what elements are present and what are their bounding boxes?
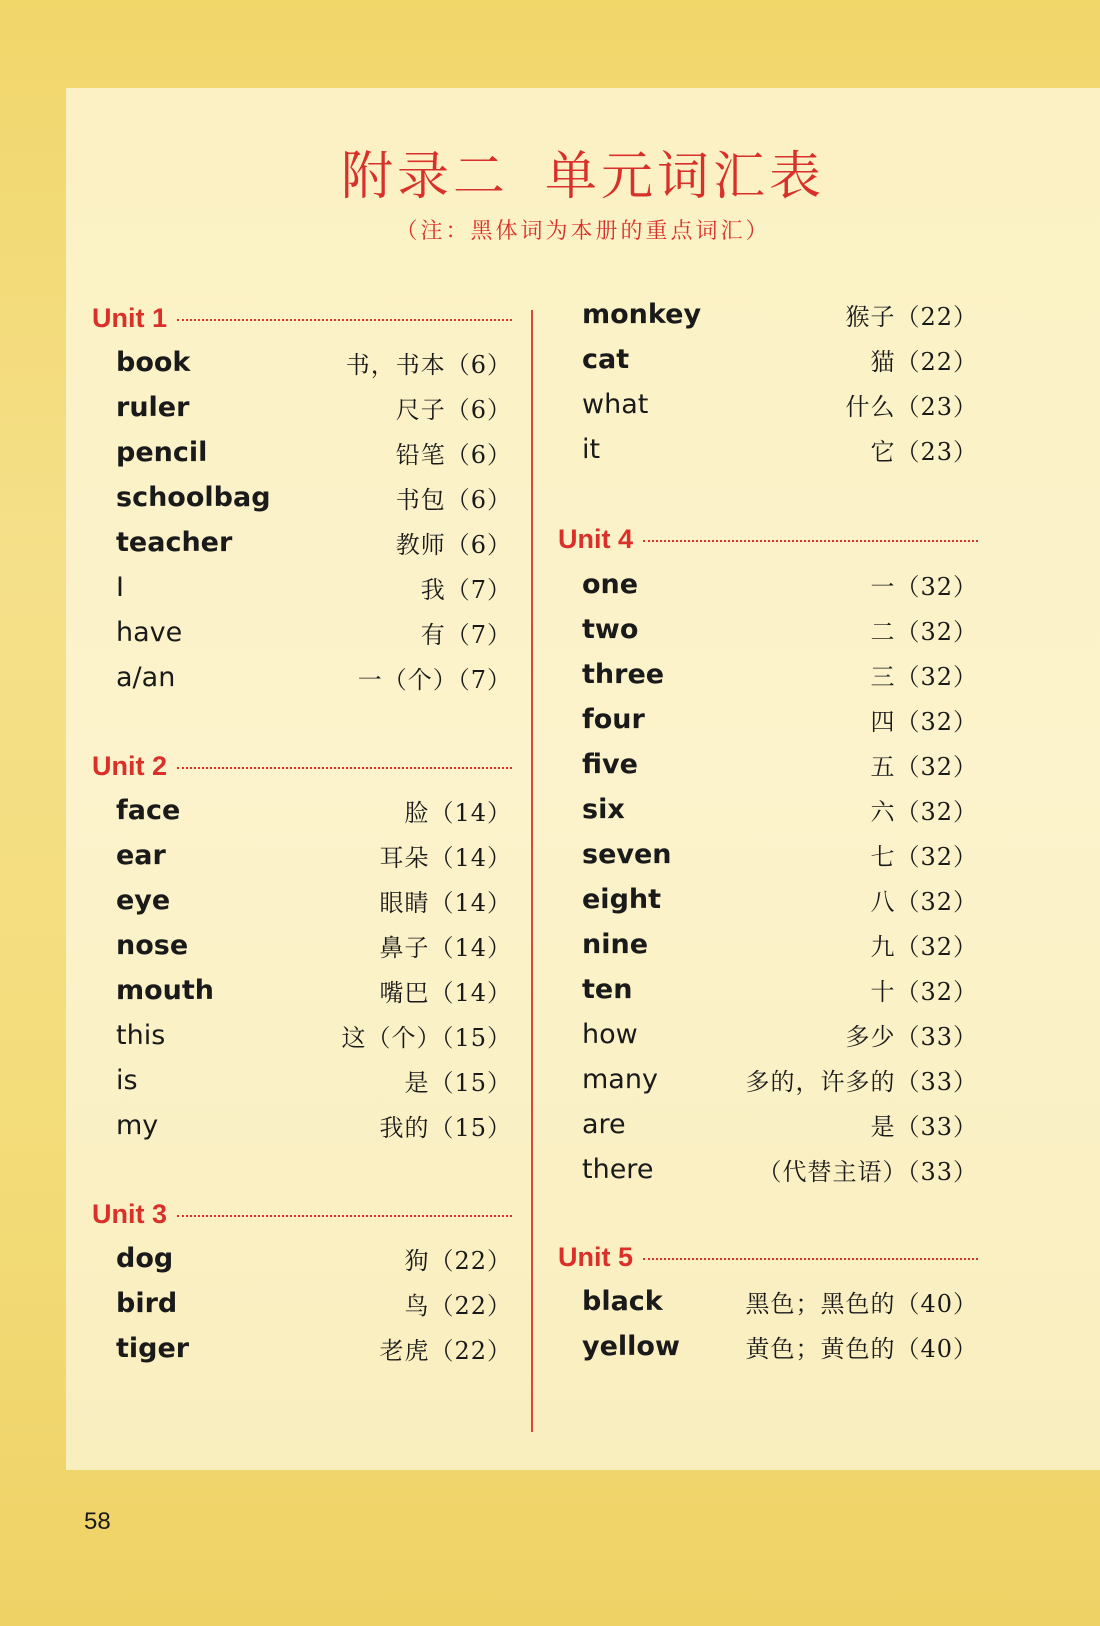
vocab-row	[582, 562, 978, 606]
vocab-meaning: 眼睛（14）	[379, 888, 512, 917]
vocab-meaning: 教师（6）	[395, 530, 512, 559]
vocab-meaning: 这（个）（15）	[341, 1023, 512, 1052]
vocab-row	[582, 1147, 978, 1191]
vocab-row	[582, 742, 978, 786]
vocab-row	[582, 697, 978, 741]
vocab-word: mouth	[116, 974, 215, 1006]
vocab-row	[116, 340, 512, 384]
vocab-word: have	[116, 616, 183, 648]
vocab-word: many	[582, 1063, 658, 1095]
vocab-word: there	[582, 1153, 654, 1185]
vocab-word: pencil	[116, 436, 208, 468]
dotted-leader	[643, 1258, 978, 1260]
vocab-meaning: 六（32）	[870, 797, 978, 826]
vocab-meaning: 我的（15）	[379, 1113, 512, 1142]
page-title	[66, 134, 1100, 209]
vocab-word: are	[582, 1108, 626, 1140]
vocab-row	[582, 1057, 978, 1101]
vocab-row	[116, 565, 512, 609]
vocabulary-page	[66, 88, 1100, 1470]
vocab-row	[116, 1326, 512, 1370]
vocab-meaning: 猫（22）	[870, 347, 978, 376]
vocab-word: my	[116, 1109, 159, 1141]
vocab-word: ten	[582, 973, 633, 1005]
vocab-meaning: 书包（6）	[395, 485, 512, 514]
unit-4-heading	[558, 519, 978, 559]
vocab-row	[116, 968, 512, 1012]
vocab-meaning: 脸（14）	[404, 798, 512, 827]
vocab-word: nose	[116, 929, 189, 961]
vocab-meaning: 书，书本（6）	[345, 350, 512, 379]
vocab-meaning: 我（7）	[420, 575, 512, 604]
page-number: 58	[84, 1508, 111, 1535]
vocab-meaning: 鼻子（14）	[379, 933, 512, 962]
vocab-word: teacher	[116, 526, 233, 558]
vocab-word: dog	[116, 1242, 174, 1274]
vocab-word: it	[582, 433, 601, 465]
vocab-row	[582, 922, 978, 966]
vocab-row	[116, 923, 512, 967]
vocab-meaning: 多的，许多的（33）	[745, 1067, 978, 1096]
vocab-row	[582, 1279, 978, 1323]
unit-title: Unit 1	[92, 302, 168, 333]
vocab-word: seven	[582, 838, 672, 870]
vocab-row	[582, 607, 978, 651]
vocab-meaning: 是（33）	[870, 1112, 978, 1141]
vocab-word: yellow	[582, 1330, 680, 1362]
vocab-meaning: 猴子（22）	[845, 302, 978, 331]
vocab-meaning: 三（32）	[870, 662, 978, 691]
vocab-row	[116, 833, 512, 877]
vocab-meaning: 鸟（22）	[404, 1291, 512, 1320]
vocab-word: black	[582, 1285, 663, 1317]
vocab-row	[116, 788, 512, 832]
vocab-row	[116, 520, 512, 564]
unit-title: Unit 4	[558, 523, 634, 554]
vocab-row	[116, 610, 512, 654]
vocab-word: five	[582, 748, 638, 780]
vocab-meaning: 多少（33）	[845, 1022, 978, 1051]
vocab-word: three	[582, 658, 665, 690]
vocab-row	[582, 427, 978, 471]
title-appendix: 附录二	[340, 147, 509, 207]
title-vocab-list: 单元词汇表	[545, 147, 826, 207]
vocab-row	[116, 1281, 512, 1325]
vocab-meaning: 一（个）（7）	[357, 665, 512, 694]
column-divider	[531, 310, 533, 1432]
vocab-row	[582, 652, 978, 696]
vocab-word: what	[582, 388, 649, 420]
vocab-row	[116, 430, 512, 474]
vocab-word: eye	[116, 884, 171, 916]
vocab-meaning: 铅笔（6）	[395, 440, 512, 469]
vocab-word: how	[582, 1018, 638, 1050]
vocab-word: eight	[582, 883, 662, 915]
vocab-row	[582, 337, 978, 381]
vocab-row	[582, 787, 978, 831]
vocab-row	[582, 1324, 978, 1368]
vocab-row	[582, 832, 978, 876]
vocab-row	[582, 1012, 978, 1056]
vocab-word: ruler	[116, 391, 190, 423]
vocab-word: six	[582, 793, 625, 825]
vocab-row	[582, 382, 978, 426]
vocab-row	[116, 1236, 512, 1280]
vocab-word: two	[582, 613, 639, 645]
vocab-meaning: 黄色；黄色的（40）	[745, 1334, 978, 1363]
vocab-meaning: 嘴巴（14）	[379, 978, 512, 1007]
unit-2-heading	[92, 746, 512, 786]
dotted-leader	[177, 319, 512, 321]
vocab-row	[582, 967, 978, 1011]
vocab-meaning: 黑色；黑色的（40）	[745, 1289, 978, 1318]
vocab-word: tiger	[116, 1332, 190, 1364]
vocab-meaning: 七（32）	[870, 842, 978, 871]
unit-1-heading	[92, 298, 512, 338]
unit-5-heading	[558, 1237, 978, 1277]
vocab-meaning: 一（32）	[870, 572, 978, 601]
vocab-meaning: 二（32）	[870, 617, 978, 646]
vocab-word: is	[116, 1064, 138, 1096]
unit-title: Unit 2	[92, 750, 168, 781]
vocab-row	[582, 877, 978, 921]
vocab-word: a/an	[116, 661, 176, 693]
vocab-row	[116, 655, 512, 699]
vocab-word: monkey	[582, 298, 702, 330]
vocab-word: one	[582, 568, 639, 600]
unit-title: Unit 3	[92, 1198, 168, 1229]
vocab-meaning: 老虎（22）	[379, 1336, 512, 1365]
vocab-meaning: 十（32）	[870, 977, 978, 1006]
dotted-leader	[177, 1215, 512, 1217]
vocab-meaning: 尺子（6）	[395, 395, 512, 424]
vocab-row	[582, 292, 978, 336]
vocab-meaning: 是（15）	[404, 1068, 512, 1097]
vocab-row	[582, 1102, 978, 1146]
vocab-meaning: 八（32）	[870, 887, 978, 916]
vocab-row	[116, 385, 512, 429]
dotted-leader	[643, 540, 978, 542]
vocab-word: this	[116, 1019, 166, 1051]
vocab-meaning: 九（32）	[870, 932, 978, 961]
vocab-word: four	[582, 703, 645, 735]
vocab-word: bird	[116, 1287, 178, 1319]
unit-3-heading	[92, 1194, 512, 1234]
vocab-meaning: 耳朵（14）	[379, 843, 512, 872]
vocab-meaning: 四（32）	[870, 707, 978, 736]
vocab-meaning: 它（23）	[870, 437, 978, 466]
unit-title: Unit 5	[558, 1241, 634, 1272]
vocab-row	[116, 1013, 512, 1057]
vocab-meaning: 有（7）	[420, 620, 512, 649]
vocab-word: ear	[116, 839, 166, 871]
vocab-meaning: 狗（22）	[404, 1246, 512, 1275]
vocab-word: nine	[582, 928, 649, 960]
vocab-meaning: 五（32）	[870, 752, 978, 781]
vocab-meaning: 什么（23）	[845, 392, 978, 421]
vocab-row	[116, 475, 512, 519]
vocab-word: book	[116, 346, 191, 378]
dotted-leader	[177, 767, 512, 769]
vocab-meaning: （代替主语）（33）	[757, 1157, 978, 1186]
vocab-row	[116, 878, 512, 922]
vocab-word: cat	[582, 343, 630, 375]
vocab-row	[116, 1103, 512, 1147]
vocab-word: schoolbag	[116, 481, 271, 513]
page-subtitle: （注：黑体词为本册的重点词汇）	[395, 219, 771, 244]
vocab-word: I	[116, 571, 124, 603]
vocab-word: face	[116, 794, 181, 826]
vocab-row	[116, 1058, 512, 1102]
